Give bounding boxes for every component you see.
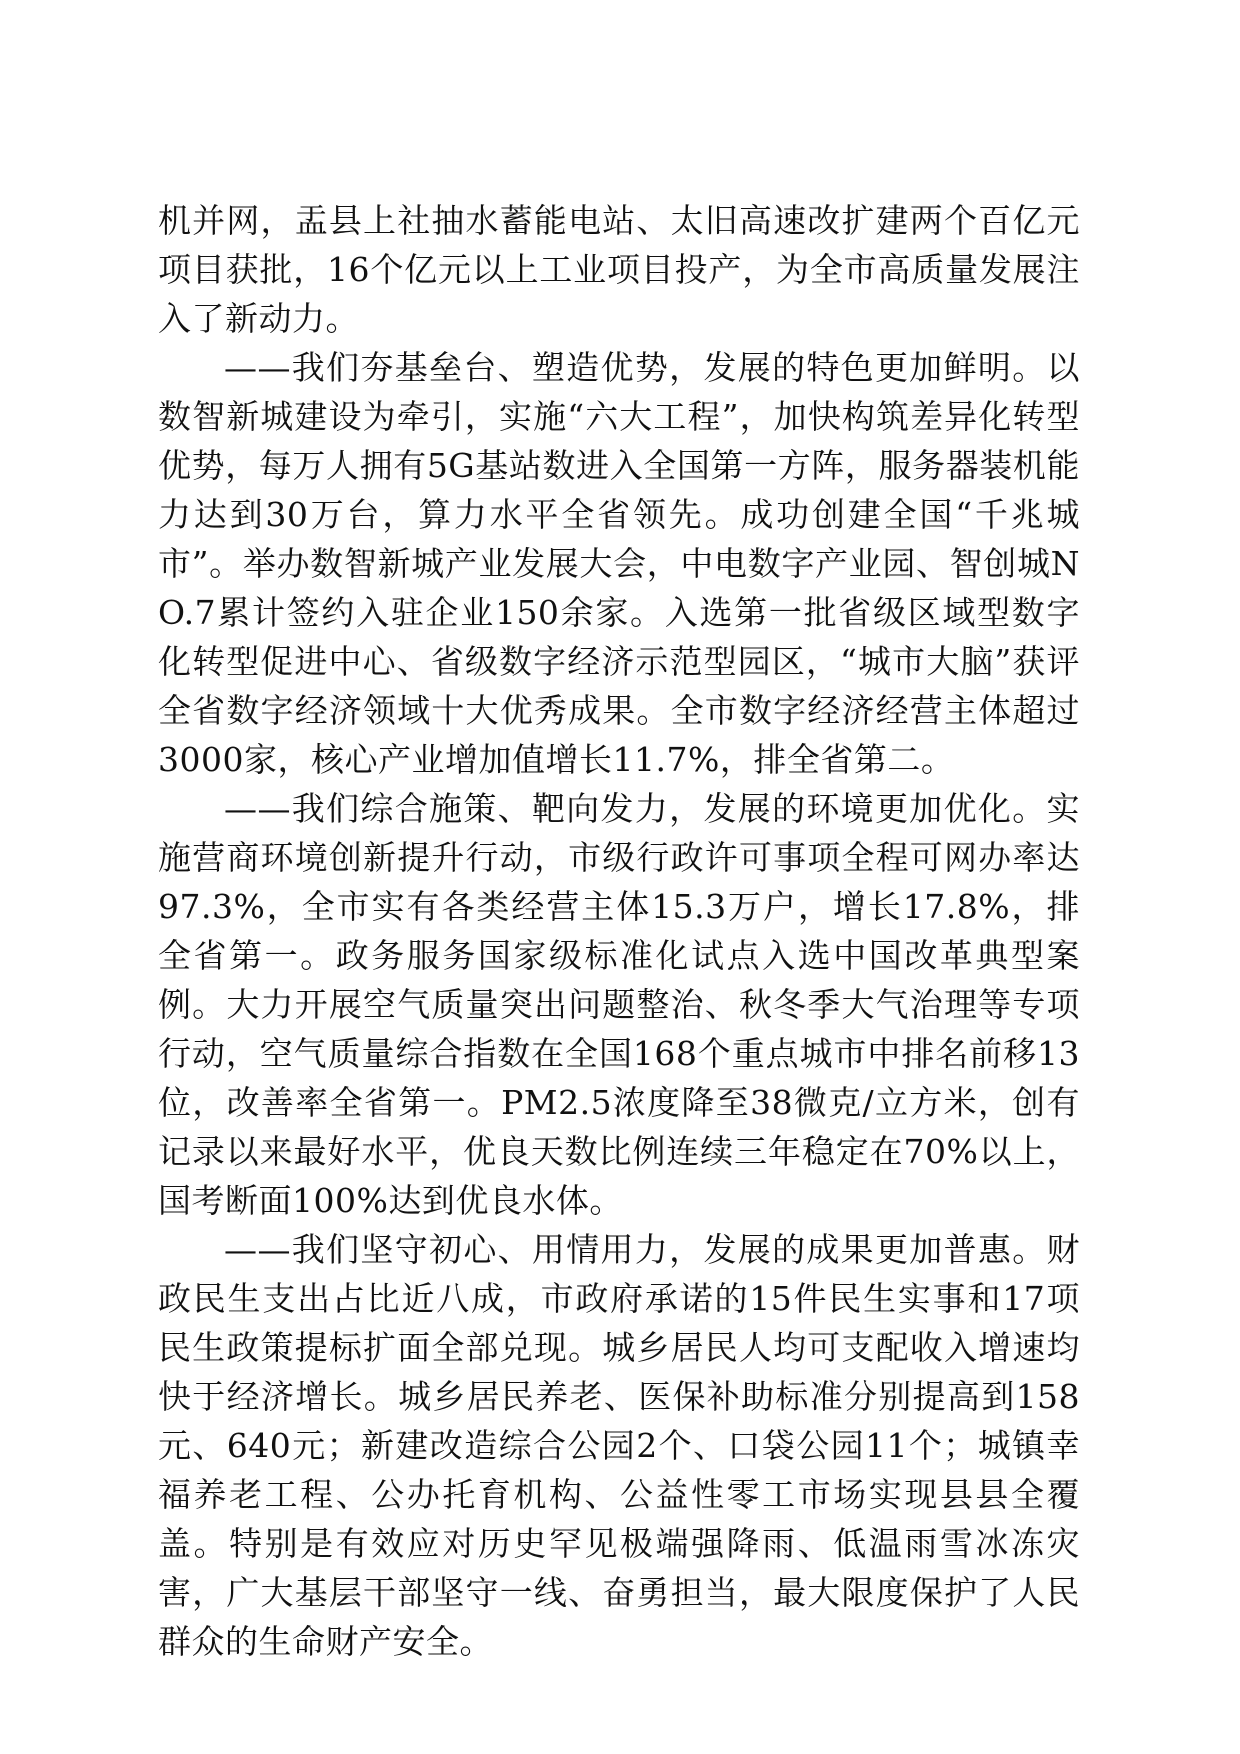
document-body — [158, 196, 1080, 1666]
paragraph-digital-advantage: ——我们夯基垒台、塑造优势，发展的特色更加鲜明。以数智新城建设为牵引，实施“六大工程”，加快构筑差异化转型优势，每万人拥有5G基站数进入全国第一方阵，服务器装机能力达到30万台，算力水平全省领先。成功创建全国“千兆城市”。举办数智新城产业发展大会，中电数字产业园、智创城NO.7累计签约入驻企业150余家。入选第一批省级区域型数字化转型促进中心、省级数字经济示范型园区，“城市大脑”获评全省数字经济领域十大优秀成果。全市数字经济经营主体超过3000家，核心产业增加值增长11.7%，排全省第二。 — [158, 348, 1080, 779]
paragraph-environment: ——我们综合施策、靶向发力，发展的环境更加优化。实施营商环境创新提升行动，市级行政许可事项全程可网办率达97.3%，全市实有各类经营主体15.3万户，增长17.8%，排全省第一。政务服务国家级标准化试点入选中国改革典型案例。大力开展空气质量突出问题整治、秋冬季大气治理等专项行动，空气质量综合指数在全国168个重点城市中排名前移13位，改善率全省第一。PM2.5浓度降至38微克/立方米，创有记录以来最好水平，优良天数比例连续三年稳定在70%以上，国考断面100%达到优良水体。 — [158, 789, 1080, 1220]
paragraph-continuation: 机并网，盂县上社抽水蓄能电站、太旧高速改扩建两个百亿元项目获批，16个亿元以上工业项目投产，为全市高质量发展注入了新动力。 — [158, 201, 1080, 338]
paragraph-livelihood: ——我们坚守初心、用情用力，发展的成果更加普惠。财政民生支出占比近八成，市政府承诺的15件民生实事和17项民生政策提标扩面全部兑现。城乡居民人均可支配收入增速均快于经济增长。城乡居民养老、医保补助标准分别提高到158元、640元；新建改造综合公园2个、口袋公园11个；城镇幸福养老工程、公办托育机构、公益性零工市场实现县县全覆盖。特别是有效应对历史罕见极端强降雨、低温雨雪冰冻灾害，广大基层干部坚守一线、奋勇担当，最大限度保护了人民群众的生命财产安全。 — [158, 1230, 1080, 1661]
